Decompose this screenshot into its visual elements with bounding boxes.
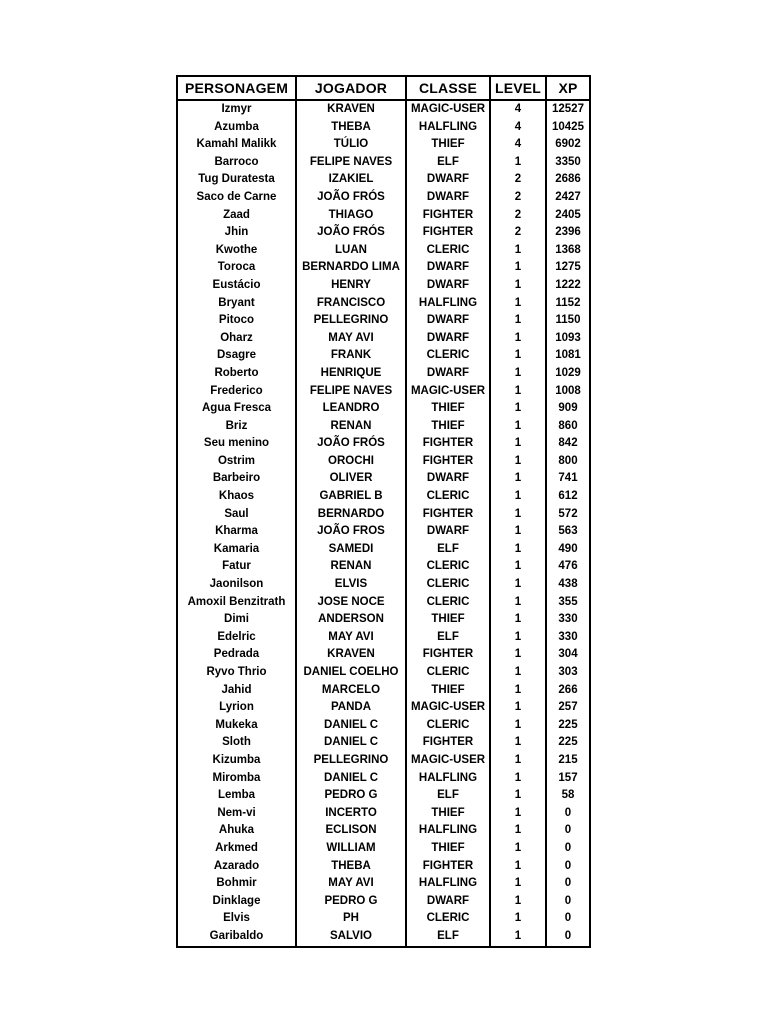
cell-xp: 0 — [546, 805, 590, 823]
table-body — [177, 100, 590, 947]
cell-xp: 563 — [546, 523, 590, 541]
cell-level: 1 — [490, 805, 546, 823]
cell-jogador: PEDRO G — [296, 893, 406, 911]
cell-classe: THIEF — [406, 611, 490, 629]
cell-jogador: THIAGO — [296, 207, 406, 225]
cell-jogador: MAY AVI — [296, 875, 406, 893]
header-classe: CLASSE — [406, 76, 490, 100]
cell-level: 1 — [490, 558, 546, 576]
cell-jogador: BERNARDO LIMA — [296, 259, 406, 277]
table-row — [177, 541, 590, 559]
cell-classe: CLERIC — [406, 242, 490, 260]
table-row — [177, 383, 590, 401]
cell-xp: 572 — [546, 506, 590, 524]
cell-xp: 215 — [546, 752, 590, 770]
cell-classe: CLERIC — [406, 594, 490, 612]
cell-xp: 157 — [546, 770, 590, 788]
table-row — [177, 312, 590, 330]
table-row — [177, 893, 590, 911]
cell-personagem: Jaonilson — [177, 576, 296, 594]
cell-jogador: SALVIO — [296, 928, 406, 947]
cell-jogador: PELLEGRINO — [296, 752, 406, 770]
cell-jogador: THEBA — [296, 858, 406, 876]
table-row — [177, 242, 590, 260]
cell-level: 2 — [490, 189, 546, 207]
cell-jogador: OROCHI — [296, 453, 406, 471]
cell-jogador: ANDERSON — [296, 611, 406, 629]
header-xp: XP — [546, 76, 590, 100]
cell-xp: 1275 — [546, 259, 590, 277]
cell-level: 1 — [490, 717, 546, 735]
cell-jogador: JOÃO FRÓS — [296, 189, 406, 207]
cell-personagem: Eustácio — [177, 277, 296, 295]
cell-level: 1 — [490, 312, 546, 330]
cell-xp: 257 — [546, 699, 590, 717]
cell-personagem: Pedrada — [177, 646, 296, 664]
cell-jogador: FRANK — [296, 347, 406, 365]
cell-jogador: DANIEL C — [296, 717, 406, 735]
cell-xp: 58 — [546, 787, 590, 805]
cell-level: 1 — [490, 154, 546, 172]
cell-jogador: JOÃO FRÓS — [296, 224, 406, 242]
table-row — [177, 594, 590, 612]
cell-xp: 1093 — [546, 330, 590, 348]
cell-xp: 0 — [546, 875, 590, 893]
cell-xp: 12527 — [546, 100, 590, 119]
cell-personagem: Elvis — [177, 910, 296, 928]
cell-classe: THIEF — [406, 136, 490, 154]
table-header — [177, 76, 590, 100]
cell-level: 1 — [490, 470, 546, 488]
cell-jogador: FELIPE NAVES — [296, 154, 406, 172]
table-row — [177, 558, 590, 576]
cell-personagem: Amoxil Benzitrath — [177, 594, 296, 612]
cell-xp: 490 — [546, 541, 590, 559]
table-row — [177, 277, 590, 295]
cell-level: 1 — [490, 594, 546, 612]
cell-jogador: INCERTO — [296, 805, 406, 823]
cell-xp: 860 — [546, 418, 590, 436]
cell-level: 1 — [490, 840, 546, 858]
cell-classe: FIGHTER — [406, 734, 490, 752]
cell-jogador: HENRIQUE — [296, 365, 406, 383]
table-row — [177, 699, 590, 717]
cell-jogador: IZAKIEL — [296, 171, 406, 189]
cell-classe: DWARF — [406, 189, 490, 207]
cell-personagem: Pitoco — [177, 312, 296, 330]
cell-classe: HALFLING — [406, 770, 490, 788]
cell-jogador: PANDA — [296, 699, 406, 717]
cell-classe: CLERIC — [406, 488, 490, 506]
cell-xp: 304 — [546, 646, 590, 664]
table-row — [177, 752, 590, 770]
cell-level: 2 — [490, 207, 546, 225]
cell-personagem: Saul — [177, 506, 296, 524]
cell-classe: ELF — [406, 154, 490, 172]
cell-personagem: Lyrion — [177, 699, 296, 717]
table-row — [177, 717, 590, 735]
cell-personagem: Dinklage — [177, 893, 296, 911]
cell-classe: THIEF — [406, 418, 490, 436]
cell-level: 1 — [490, 893, 546, 911]
cell-personagem: Roberto — [177, 365, 296, 383]
table-row — [177, 207, 590, 225]
cell-classe: THIEF — [406, 805, 490, 823]
cell-classe: ELF — [406, 629, 490, 647]
table-row — [177, 453, 590, 471]
cell-classe: FIGHTER — [406, 453, 490, 471]
cell-level: 1 — [490, 576, 546, 594]
cell-classe: ELF — [406, 928, 490, 947]
table-row — [177, 470, 590, 488]
cell-personagem: Oharz — [177, 330, 296, 348]
cell-classe: THIEF — [406, 682, 490, 700]
table-row — [177, 664, 590, 682]
cell-level: 1 — [490, 453, 546, 471]
cell-level: 1 — [490, 295, 546, 313]
table-row — [177, 734, 590, 752]
cell-xp: 909 — [546, 400, 590, 418]
cell-personagem: Barbeiro — [177, 470, 296, 488]
cell-level: 1 — [490, 664, 546, 682]
cell-xp: 1222 — [546, 277, 590, 295]
cell-level: 2 — [490, 224, 546, 242]
table-row — [177, 682, 590, 700]
cell-personagem: Nem-vi — [177, 805, 296, 823]
table-row — [177, 224, 590, 242]
cell-level: 1 — [490, 418, 546, 436]
cell-jogador: SAMEDI — [296, 541, 406, 559]
cell-level: 1 — [490, 488, 546, 506]
table-row — [177, 910, 590, 928]
cell-classe: DWARF — [406, 365, 490, 383]
cell-personagem: Dimi — [177, 611, 296, 629]
cell-personagem: Fatur — [177, 558, 296, 576]
cell-jogador: WILLIAM — [296, 840, 406, 858]
cell-personagem: Jhin — [177, 224, 296, 242]
cell-level: 1 — [490, 699, 546, 717]
cell-xp: 330 — [546, 629, 590, 647]
cell-xp: 0 — [546, 910, 590, 928]
cell-classe: HALFLING — [406, 119, 490, 137]
cell-level: 1 — [490, 523, 546, 541]
table-row — [177, 858, 590, 876]
cell-xp: 1150 — [546, 312, 590, 330]
cell-personagem: Ostrim — [177, 453, 296, 471]
cell-level: 1 — [490, 752, 546, 770]
cell-jogador: FRANCISCO — [296, 295, 406, 313]
cell-level: 4 — [490, 100, 546, 119]
cell-xp: 0 — [546, 893, 590, 911]
cell-jogador: THEBA — [296, 119, 406, 137]
table-row — [177, 629, 590, 647]
cell-classe: CLERIC — [406, 558, 490, 576]
cell-personagem: Frederico — [177, 383, 296, 401]
table-row — [177, 119, 590, 137]
cell-xp: 476 — [546, 558, 590, 576]
table-row — [177, 506, 590, 524]
cell-personagem: Jahid — [177, 682, 296, 700]
cell-xp: 0 — [546, 928, 590, 947]
cell-jogador: MAY AVI — [296, 330, 406, 348]
cell-personagem: Agua Fresca — [177, 400, 296, 418]
header-level: LEVEL — [490, 76, 546, 100]
cell-xp: 1152 — [546, 295, 590, 313]
cell-personagem: Edelric — [177, 629, 296, 647]
cell-xp: 1008 — [546, 383, 590, 401]
cell-classe: DWARF — [406, 259, 490, 277]
cell-personagem: Bryant — [177, 295, 296, 313]
cell-level: 1 — [490, 858, 546, 876]
cell-level: 1 — [490, 365, 546, 383]
cell-personagem: Izmyr — [177, 100, 296, 119]
cell-xp: 1029 — [546, 365, 590, 383]
table-row — [177, 787, 590, 805]
cell-xp: 0 — [546, 822, 590, 840]
cell-xp: 10425 — [546, 119, 590, 137]
cell-xp: 438 — [546, 576, 590, 594]
cell-level: 1 — [490, 383, 546, 401]
table-row — [177, 365, 590, 383]
cell-personagem: Kwothe — [177, 242, 296, 260]
cell-personagem: Mukeka — [177, 717, 296, 735]
cell-classe: DWARF — [406, 893, 490, 911]
cell-jogador: DANIEL COELHO — [296, 664, 406, 682]
cell-xp: 3350 — [546, 154, 590, 172]
cell-personagem: Kamahl Malikk — [177, 136, 296, 154]
cell-level: 1 — [490, 541, 546, 559]
cell-jogador: RENAN — [296, 418, 406, 436]
cell-level: 1 — [490, 400, 546, 418]
cell-jogador: HENRY — [296, 277, 406, 295]
cell-jogador: FELIPE NAVES — [296, 383, 406, 401]
cell-xp: 303 — [546, 664, 590, 682]
cell-personagem: Seu menino — [177, 435, 296, 453]
table-row — [177, 136, 590, 154]
cell-classe: ELF — [406, 787, 490, 805]
table-row — [177, 435, 590, 453]
cell-xp: 225 — [546, 734, 590, 752]
table-row — [177, 840, 590, 858]
table-row — [177, 822, 590, 840]
cell-personagem: Azumba — [177, 119, 296, 137]
cell-jogador: KRAVEN — [296, 100, 406, 119]
cell-personagem: Khaos — [177, 488, 296, 506]
cell-jogador: JOSE NOCE — [296, 594, 406, 612]
cell-jogador: MARCELO — [296, 682, 406, 700]
cell-xp: 2427 — [546, 189, 590, 207]
table-row — [177, 646, 590, 664]
header-row — [177, 76, 590, 100]
table-row — [177, 171, 590, 189]
cell-jogador: DANIEL C — [296, 770, 406, 788]
cell-classe: HALFLING — [406, 875, 490, 893]
cell-classe: THIEF — [406, 400, 490, 418]
cell-xp: 2396 — [546, 224, 590, 242]
cell-classe: CLERIC — [406, 664, 490, 682]
cell-xp: 266 — [546, 682, 590, 700]
cell-level: 4 — [490, 119, 546, 137]
cell-personagem: Ahuka — [177, 822, 296, 840]
cell-personagem: Kamaria — [177, 541, 296, 559]
table-row — [177, 875, 590, 893]
cell-jogador: MAY AVI — [296, 629, 406, 647]
table-row — [177, 488, 590, 506]
cell-xp: 842 — [546, 435, 590, 453]
cell-jogador: PEDRO G — [296, 787, 406, 805]
cell-classe: MAGIC-USER — [406, 383, 490, 401]
header-jogador: JOGADOR — [296, 76, 406, 100]
cell-level: 1 — [490, 611, 546, 629]
cell-level: 1 — [490, 928, 546, 947]
cell-classe: CLERIC — [406, 347, 490, 365]
cell-level: 1 — [490, 822, 546, 840]
cell-jogador: PH — [296, 910, 406, 928]
cell-jogador: DANIEL C — [296, 734, 406, 752]
table-row — [177, 189, 590, 207]
cell-classe: DWARF — [406, 171, 490, 189]
cell-xp: 355 — [546, 594, 590, 612]
cell-xp: 741 — [546, 470, 590, 488]
cell-personagem: Kharma — [177, 523, 296, 541]
table-row — [177, 259, 590, 277]
header-personagem: PERSONAGEM — [177, 76, 296, 100]
cell-personagem: Zaad — [177, 207, 296, 225]
cell-level: 1 — [490, 787, 546, 805]
cell-personagem: Ryvo Thrio — [177, 664, 296, 682]
character-table — [176, 75, 591, 948]
table-row — [177, 330, 590, 348]
cell-classe: CLERIC — [406, 717, 490, 735]
cell-jogador: LEANDRO — [296, 400, 406, 418]
cell-personagem: Arkmed — [177, 840, 296, 858]
cell-xp: 0 — [546, 858, 590, 876]
table-row — [177, 154, 590, 172]
cell-classe: DWARF — [406, 277, 490, 295]
cell-level: 1 — [490, 435, 546, 453]
cell-jogador: ELVIS — [296, 576, 406, 594]
cell-classe: MAGIC-USER — [406, 100, 490, 119]
cell-jogador: GABRIEL B — [296, 488, 406, 506]
table-row — [177, 523, 590, 541]
cell-jogador: ECLISON — [296, 822, 406, 840]
cell-xp: 612 — [546, 488, 590, 506]
cell-personagem: Barroco — [177, 154, 296, 172]
cell-jogador: KRAVEN — [296, 646, 406, 664]
cell-jogador: TÚLIO — [296, 136, 406, 154]
cell-classe: DWARF — [406, 523, 490, 541]
cell-level: 1 — [490, 277, 546, 295]
cell-classe: THIEF — [406, 840, 490, 858]
cell-classe: CLERIC — [406, 576, 490, 594]
cell-xp: 1368 — [546, 242, 590, 260]
cell-level: 1 — [490, 259, 546, 277]
cell-jogador: JOÃO FROS — [296, 523, 406, 541]
cell-classe: DWARF — [406, 470, 490, 488]
cell-level: 1 — [490, 875, 546, 893]
cell-level: 1 — [490, 506, 546, 524]
cell-classe: HALFLING — [406, 295, 490, 313]
table-row — [177, 295, 590, 313]
table-row — [177, 805, 590, 823]
cell-level: 1 — [490, 770, 546, 788]
cell-level: 1 — [490, 646, 546, 664]
cell-classe: FIGHTER — [406, 506, 490, 524]
cell-xp: 330 — [546, 611, 590, 629]
cell-personagem: Bohmir — [177, 875, 296, 893]
table-row — [177, 928, 590, 947]
cell-xp: 2405 — [546, 207, 590, 225]
cell-classe: FIGHTER — [406, 646, 490, 664]
cell-level: 1 — [490, 242, 546, 260]
cell-classe: CLERIC — [406, 910, 490, 928]
cell-personagem: Dsagre — [177, 347, 296, 365]
cell-personagem: Saco de Carne — [177, 189, 296, 207]
cell-personagem: Sloth — [177, 734, 296, 752]
cell-xp: 1081 — [546, 347, 590, 365]
cell-classe: DWARF — [406, 330, 490, 348]
cell-classe: FIGHTER — [406, 224, 490, 242]
table-row — [177, 418, 590, 436]
cell-personagem: Azarado — [177, 858, 296, 876]
cell-classe: MAGIC-USER — [406, 752, 490, 770]
cell-xp: 800 — [546, 453, 590, 471]
cell-classe: ELF — [406, 541, 490, 559]
cell-xp: 6902 — [546, 136, 590, 154]
cell-classe: HALFLING — [406, 822, 490, 840]
cell-classe: FIGHTER — [406, 435, 490, 453]
cell-personagem: Lemba — [177, 787, 296, 805]
cell-classe: FIGHTER — [406, 858, 490, 876]
cell-jogador: RENAN — [296, 558, 406, 576]
cell-xp: 2686 — [546, 171, 590, 189]
cell-personagem: Garibaldo — [177, 928, 296, 947]
table-row — [177, 347, 590, 365]
cell-classe: MAGIC-USER — [406, 699, 490, 717]
table-row — [177, 611, 590, 629]
cell-level: 1 — [490, 734, 546, 752]
cell-level: 1 — [490, 330, 546, 348]
cell-personagem: Briz — [177, 418, 296, 436]
cell-personagem: Kizumba — [177, 752, 296, 770]
table-row — [177, 770, 590, 788]
table-row — [177, 400, 590, 418]
cell-level: 2 — [490, 171, 546, 189]
table-row — [177, 576, 590, 594]
table-row — [177, 100, 590, 119]
cell-xp: 225 — [546, 717, 590, 735]
cell-level: 1 — [490, 629, 546, 647]
cell-level: 1 — [490, 682, 546, 700]
cell-level: 4 — [490, 136, 546, 154]
cell-classe: DWARF — [406, 312, 490, 330]
cell-xp: 0 — [546, 840, 590, 858]
cell-level: 1 — [490, 347, 546, 365]
cell-jogador: JOÃO FRÓS — [296, 435, 406, 453]
cell-jogador: OLIVER — [296, 470, 406, 488]
cell-personagem: Tug Duratesta — [177, 171, 296, 189]
cell-classe: FIGHTER — [406, 207, 490, 225]
cell-personagem: Miromba — [177, 770, 296, 788]
cell-level: 1 — [490, 910, 546, 928]
cell-jogador: BERNARDO — [296, 506, 406, 524]
cell-personagem: Toroca — [177, 259, 296, 277]
cell-jogador: LUAN — [296, 242, 406, 260]
cell-jogador: PELLEGRINO — [296, 312, 406, 330]
